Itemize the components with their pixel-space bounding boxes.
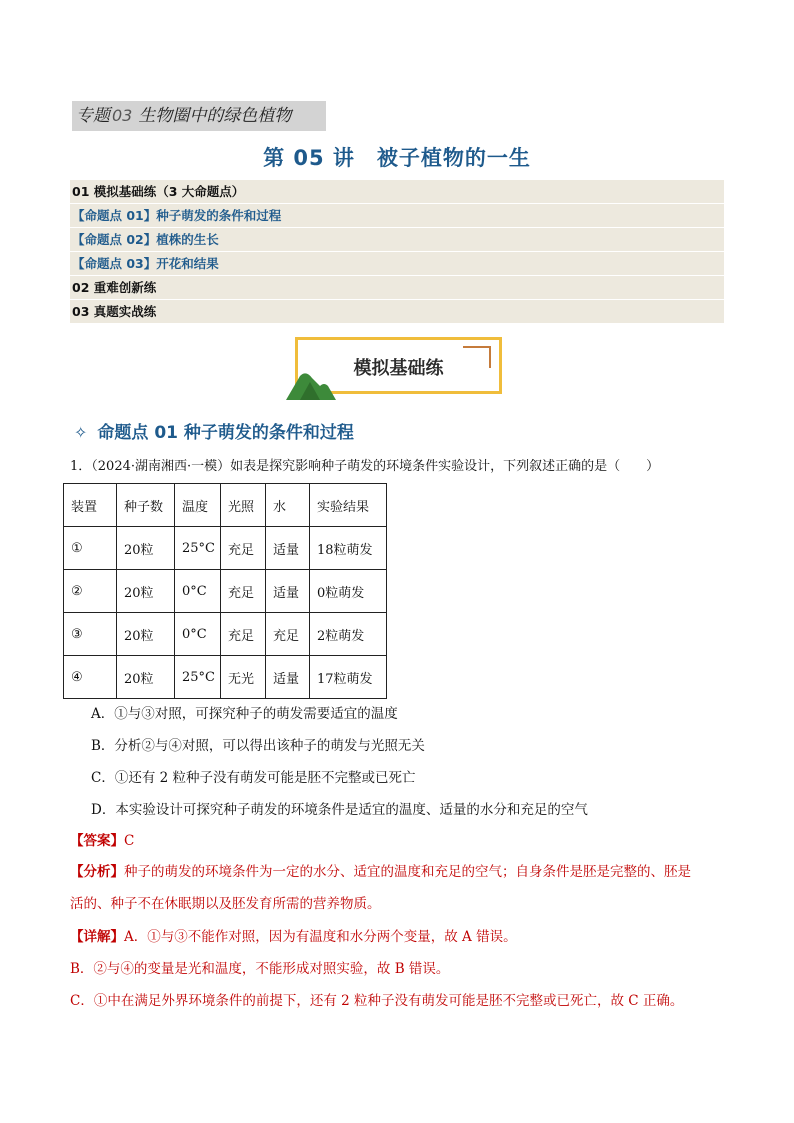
table-cell: 20粒 bbox=[117, 570, 175, 613]
table-cell: ③ bbox=[64, 613, 117, 656]
toc-item: 03 真题实战练 bbox=[70, 300, 724, 324]
section-title: 命题点 01 种子萌发的条件和过程 bbox=[97, 423, 354, 443]
table-cell: 适量 bbox=[266, 570, 310, 613]
table-header-row bbox=[64, 484, 387, 527]
table-cell: 充足 bbox=[221, 570, 266, 613]
analysis-line-1 bbox=[70, 856, 720, 889]
answer-value: C bbox=[124, 833, 135, 849]
table-cell: 20粒 bbox=[117, 656, 175, 699]
table-row bbox=[64, 656, 387, 699]
toc-item: 01 模拟基础练（3 大命题点） bbox=[70, 180, 724, 204]
toc-item[interactable]: 【命题点 01】种子萌发的条件和过程 bbox=[70, 204, 724, 228]
toc-item: 02 重难创新练 bbox=[70, 276, 724, 300]
detail-text-a: A．①与③不能作对照，因为有温度和水分两个变量，故 A 错误。 bbox=[124, 929, 517, 945]
banner-label: 模拟基础练 bbox=[353, 358, 444, 379]
topic-word: 专题 bbox=[76, 106, 110, 126]
topic-number: 03 bbox=[112, 106, 133, 125]
sparkle-diamond-icon: ✧ bbox=[74, 423, 88, 442]
table-cell: 无光 bbox=[221, 656, 266, 699]
analysis-line-2: 活的、种子不在休眠期以及胚发育所需的营养物质。 bbox=[70, 896, 381, 912]
table-cell: 充足 bbox=[221, 613, 266, 656]
table-cell: 25°C bbox=[175, 656, 221, 699]
table-row bbox=[64, 527, 387, 570]
table-header: 光照 bbox=[221, 484, 266, 527]
detail-line-c: C．①中在满足外界环境条件的前提下，还有 2 粒种子没有萌发可能是胚不完整或已死亡，故 C 正确。 bbox=[70, 993, 684, 1009]
topic-tag bbox=[72, 101, 326, 131]
table-header: 水 bbox=[266, 484, 310, 527]
experiment-table bbox=[63, 483, 387, 699]
toc-item[interactable]: 【命题点 02】植株的生长 bbox=[70, 228, 724, 252]
question-stem: 1．（2024·湖南湘西·一模）如表是探究影响种子萌发的环境条件实验设计，下列叙述正确的是（ ） bbox=[70, 459, 660, 474]
table-cell: 2粒萌发 bbox=[310, 613, 387, 656]
table-cell: 适量 bbox=[266, 656, 310, 699]
table-header: 种子数 bbox=[117, 484, 175, 527]
lecture-title: 第 05 讲 被子植物的一生 bbox=[263, 146, 531, 170]
detail-label: 【详解】 bbox=[70, 929, 124, 945]
table-cell: 0粒萌发 bbox=[310, 570, 387, 613]
table-cell: ① bbox=[64, 527, 117, 570]
analysis-text: 种子的萌发的环境条件为一定的水分、适宜的温度和充足的空气；自身条件是胚是完整的、胚是 bbox=[124, 864, 691, 880]
table-header: 装置 bbox=[64, 484, 117, 527]
table-cell: 25°C bbox=[175, 527, 221, 570]
table-cell: ④ bbox=[64, 656, 117, 699]
section-heading bbox=[74, 418, 354, 443]
table-cell: 18粒萌发 bbox=[310, 527, 387, 570]
table-row bbox=[64, 613, 387, 656]
table-of-contents bbox=[70, 180, 724, 324]
table-cell: ② bbox=[64, 570, 117, 613]
detail-line-a bbox=[70, 921, 720, 954]
table-row bbox=[64, 570, 387, 613]
toc-item[interactable]: 【命题点 03】开花和结果 bbox=[70, 252, 724, 276]
topic-title: 生物圈中的绿色植物 bbox=[138, 106, 292, 126]
option-d: D．本实验设计可探究种子萌发的环境条件是适宜的温度、适量的水分和充足的空气 bbox=[91, 802, 588, 818]
table-cell: 充足 bbox=[266, 613, 310, 656]
detail-line-b: B．②与④的变量是光和温度，不能形成对照实验，故 B 错误。 bbox=[70, 961, 450, 977]
table-cell: 0°C bbox=[175, 613, 221, 656]
option-c: C．①还有 2 粒种子没有萌发可能是胚不完整或已死亡 bbox=[91, 770, 416, 786]
table-cell: 充足 bbox=[221, 527, 266, 570]
answer-label: 【答案】 bbox=[70, 833, 124, 849]
table-cell: 20粒 bbox=[117, 613, 175, 656]
table-cell: 0°C bbox=[175, 570, 221, 613]
option-a: A．①与③对照，可探究种子的萌发需要适宜的温度 bbox=[91, 706, 398, 722]
table-header: 温度 bbox=[175, 484, 221, 527]
table-cell: 20粒 bbox=[117, 527, 175, 570]
table-header: 实验结果 bbox=[310, 484, 387, 527]
answer-line bbox=[70, 825, 720, 858]
analysis-label: 【分析】 bbox=[70, 864, 124, 880]
table-cell: 适量 bbox=[266, 527, 310, 570]
table-cell: 17粒萌发 bbox=[310, 656, 387, 699]
option-b: B．分析②与④对照，可以得出该种子的萌发与光照无关 bbox=[91, 738, 425, 754]
mountain-icon bbox=[286, 370, 336, 400]
banner-decoration bbox=[463, 346, 491, 348]
